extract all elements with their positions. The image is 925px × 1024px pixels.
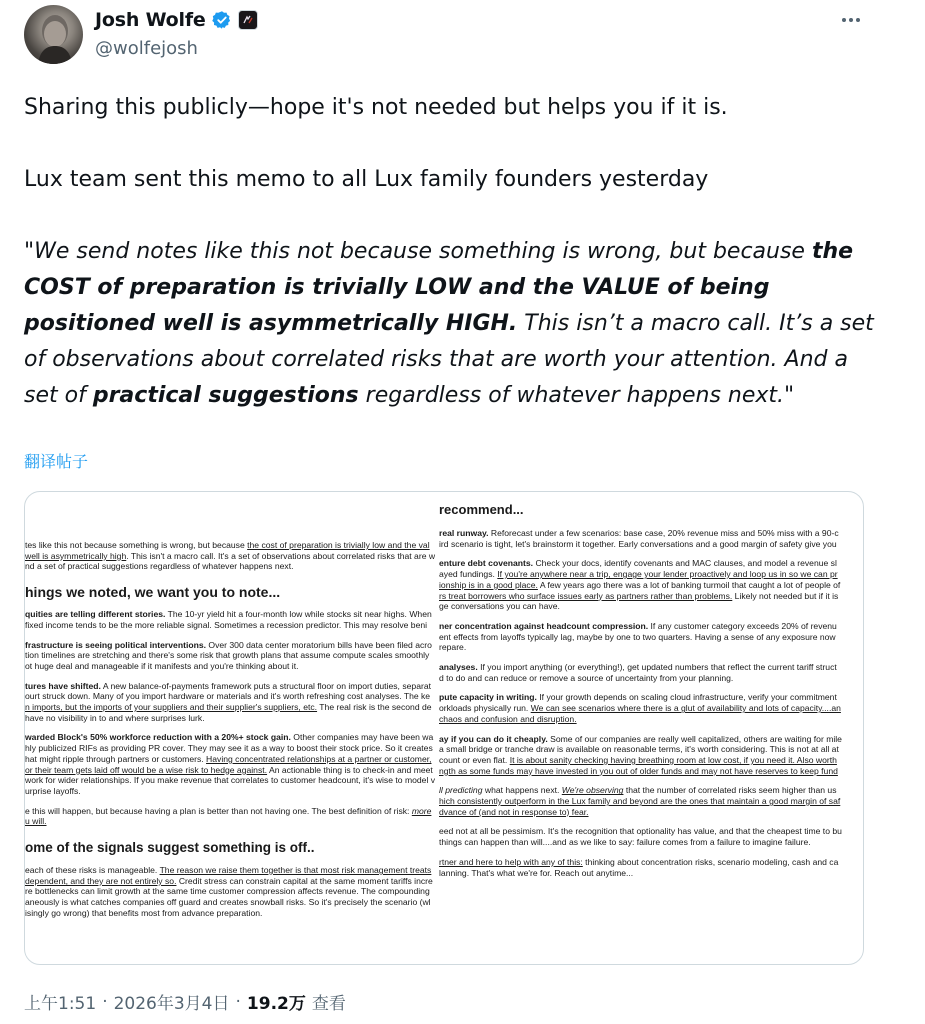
memo-text: count or even flat. It is about sanity checking having breathing room at low cost, if you need it. Also worth [439, 754, 837, 765]
memo-text: tion timelines are stretching and there's some risk that growth plans that assume compute scales smoothly [25, 650, 430, 661]
memo-text: ll predicting what happens next. We're observing that the number of correlated risks seem higher than us [439, 785, 837, 796]
post-time[interactable]: 上午1:51 [24, 994, 97, 1014]
memo-text: e this will happen, but because having a plan is better than not having one. The best definition of risk: more [25, 805, 432, 816]
memo-text: urprise layoffs. [25, 785, 81, 796]
memo-text: ird scenario is tight, let's brainstorm it together. Early conversations and a good margin of safety give you [439, 538, 837, 549]
more-options-icon[interactable] [836, 8, 866, 32]
memo-text: enture debt covenants. Check your docs, identify covenants and MAC clauses, and model a revenue sl [439, 558, 837, 569]
memo-text: quities are telling different stories. The 10-yr yield hit a four-month low while stocks sit near highs. When [25, 609, 432, 620]
user-handle[interactable]: @wolfejosh [95, 38, 198, 59]
memo-text: ge conversations you can have. [439, 601, 560, 612]
memo-text: ionship is in a good place. A few years ago there was a lot of banking turmoil that caught a lot of people of [439, 579, 841, 590]
post-date[interactable]: 2026年3月4日 [113, 994, 230, 1014]
quote-part: "We send notes like this not because something is wrong, but because [24, 239, 812, 264]
memo-text: frastructure is seeing political interventions. Over 300 data center moratorium bills have been filed acro [25, 639, 432, 650]
memo-image[interactable] [24, 491, 864, 965]
blank-line [24, 198, 884, 234]
memo-text: nd a set of practical suggestions regardless of whatever happens next. [25, 561, 294, 572]
memo-text: well is asymmetrically high. This isn't a macro call. It's a set of observations about correlated risks that are w [25, 550, 436, 561]
memo-text: warded Block's 50% workforce reduction with a 20%+ stock gain. Other companies may have been wa [25, 732, 434, 743]
affiliate-badge-icon[interactable] [238, 10, 258, 30]
memo-text: have no visibility in to and where surprises lurk. [25, 712, 205, 723]
memo-text: orkloads physically run. We can see scenarios where there is a glut of availability and lots of capacity....an [439, 703, 841, 714]
meta-separator: · [235, 991, 241, 1012]
memo-text: each of these risks is manageable. The reason we raise them together is that most risk management treats [25, 865, 432, 876]
memo-text: d to do and can reduce or remove a source of uncertainty from your planning. [439, 672, 734, 683]
memo-text: rtner and here to help with any of this: thinking about concentration risks, scenario modeling, cash and ca [439, 856, 839, 867]
memo-text: dvance of (and not in response to) fear. [439, 806, 589, 817]
memo-heading: recommend... [439, 502, 524, 517]
name-row [95, 6, 258, 34]
post-meta [24, 989, 346, 1014]
memo-text: repare. [439, 642, 467, 653]
memo-text: rs treat borrowers who surface issues early as partners rather than problems. Likely not needed but if it is [439, 590, 839, 601]
memo-text: fixed income tends to be the more reliable signal. Sometimes a recession predictor. This may resolve beni [25, 619, 428, 630]
memo-left-column [25, 492, 439, 964]
memo-text: ourt struck down. Many of you import hardware or materials and it's worth refreshing cost analyses. The ke [25, 691, 431, 702]
quote-part: This isn’t a macro call. It’s a set of observations about correlated risks that are worth your attention. And a set of [24, 311, 874, 408]
memo-text: ner concentration against headcount compression. If any customer category exceeds 20% of revenu [439, 620, 837, 631]
memo-text: n imports, but the imports of your suppliers and their supplier's suppliers, etc. The real risk is the second de [25, 702, 432, 713]
memo-text: analyses. If you import anything (or everything!), get updated numbers that reflect the current tariff struct [439, 662, 837, 673]
quote-bold: practical suggestions [92, 383, 359, 408]
translate-post-link[interactable]: 翻译帖子 [24, 452, 89, 471]
memo-heading: ome of the signals suggest something is off.. [25, 840, 315, 856]
author-block [95, 6, 258, 59]
quote-bold: the COST of preparation is trivially LOW and the VALUE of being positioned well is asymmetrically HIGH. [24, 239, 854, 336]
memo-text: ot huge deal and manageable if it manifests and you're thinking about it. [25, 660, 299, 671]
avatar-portrait [24, 5, 83, 64]
memo-text: ent effects from layoffs typically lag, maybe by one to two quarters. Having a sense of any exposure now [439, 631, 836, 642]
memo-text: things can happen than will....and as we like to say: failure comes from a failure to imagine failure. [439, 837, 811, 848]
memo-text: pute capacity in writing. If your growth depends on scaling cloud infrastructure, verify your commitment [439, 692, 837, 703]
memo-heading: hings we noted, we want you to note... [25, 584, 281, 601]
memo-text: hich consistently outperform in the Lux family and beyond are the ones that maintain a good margin of saf [439, 796, 841, 807]
views-label: 查看 [311, 994, 346, 1014]
memo-text: tes like this not because something is wrong, but because the cost of preparation is trivially low and the val [25, 540, 430, 550]
quote-part: regardless of whatever happens next." [358, 383, 795, 408]
memo-text: ngth as some funds may have invested in you out of older funds and may not have reserves to keep fund [439, 765, 838, 776]
memo-text: ayed fundings. If you're anywhere near a trip, engage your lender proactively and loop us in so we can pr [439, 569, 838, 580]
tweet-quote [24, 234, 884, 414]
avatar[interactable] [24, 5, 83, 64]
memo-text: re bottlenecks can limit growth at the same time customer compression affects revenue. The compounding [25, 886, 430, 897]
memo-text: eed not at all be pessimism. It's the recognition that optionality has value, and that the cheapest time to bu [439, 826, 842, 837]
verified-badge-icon[interactable] [212, 10, 232, 30]
memo-text: ay if you can do it cheaply. Some of our companies are really well capitalized, others are waiting for mile [439, 733, 842, 744]
display-name[interactable]: Josh Wolfe [95, 9, 206, 31]
memo-text: a small bridge or tranche draw is available on reasonable terms, it's worth considering. This is not at all at [439, 744, 839, 755]
memo-text: real runway. Reforecast under a few scenarios: base case, 20% revenue miss and 50% miss with a 90-c [439, 528, 839, 538]
tweet-text [24, 90, 884, 414]
memo-text: or their team gets laid off would be a wise risk to hedge against. An actionable thing is to check-in and meet [25, 764, 433, 775]
memo-text: aneously is what catches companies off guard and creates snowball risks. So it's precisely the scenario (wl [25, 897, 431, 908]
memo-text: hat might ripple through partners or customers. Having concentrated relationships at a partner or customer, [25, 753, 432, 764]
tweet-line-1: Sharing this publicly—hope it's not needed but helps you if it is. [24, 95, 728, 120]
memo-text: tures have shifted. A new balance-of-payments framework puts a structural floor on import duties, separat [25, 680, 431, 691]
memo-right-column [439, 492, 863, 964]
blank-line [24, 126, 884, 162]
memo-text: hly publicized RIFs as providing PR cover. They may see it as a way to boost their stock price. So it creates [25, 743, 433, 754]
memo-text: u will. [25, 816, 47, 827]
memo-text: dependent, and they are not entirely so. Credit stress can constrain capital at the same moment tariffs incre [25, 875, 433, 886]
view-count[interactable]: 19.2万 [246, 994, 306, 1014]
meta-separator: · [102, 991, 108, 1012]
memo-text: chaos and confusion and disruption. [439, 713, 577, 724]
tweet-line-2: Lux team sent this memo to all Lux family founders yesterday [24, 167, 709, 192]
memo-text: isingly go wrong) that benefits most from advance preparation. [25, 907, 263, 918]
memo-text: lanning. That's what we're for. Reach out anytime... [439, 867, 634, 878]
memo-text: work for wider relationships. If you make revenue that correlates to customer headcount, it's wise to model v [25, 775, 436, 786]
